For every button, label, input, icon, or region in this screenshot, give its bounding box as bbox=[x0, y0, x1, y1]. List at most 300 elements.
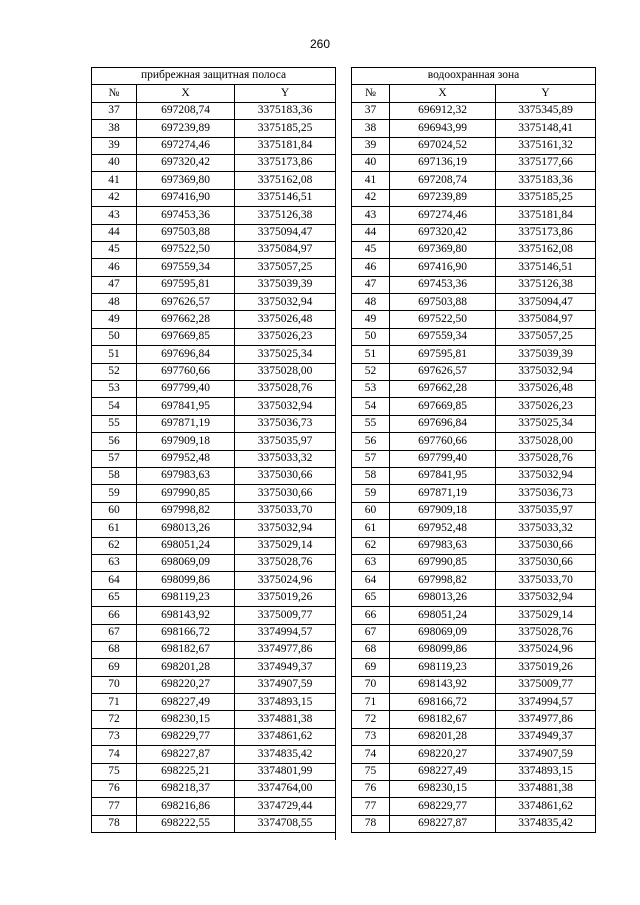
cell-number: 66 bbox=[352, 607, 390, 624]
cell-x: 697239,89 bbox=[137, 120, 235, 137]
cell-x: 697024,52 bbox=[390, 137, 496, 154]
table-row bbox=[92, 311, 336, 328]
cell-x: 697983,63 bbox=[390, 537, 496, 554]
column-header-y: Y bbox=[496, 85, 596, 102]
table-row bbox=[352, 798, 596, 815]
cell-number: 60 bbox=[92, 502, 137, 519]
table-row bbox=[352, 259, 596, 276]
cell-y: 3375030,66 bbox=[235, 485, 336, 502]
cell-number: 49 bbox=[352, 311, 390, 328]
table-row bbox=[352, 467, 596, 484]
cell-number: 72 bbox=[92, 711, 137, 728]
cell-y: 3375173,86 bbox=[496, 224, 596, 241]
cell-y: 3375345,89 bbox=[496, 102, 596, 119]
cell-number: 56 bbox=[92, 433, 137, 450]
cell-y: 3375032,94 bbox=[496, 363, 596, 380]
table-row bbox=[92, 520, 336, 537]
cell-x: 697559,34 bbox=[390, 328, 496, 345]
cell-number: 66 bbox=[92, 607, 137, 624]
table-title: прибрежная защитная полоса bbox=[92, 68, 336, 85]
table-row bbox=[92, 120, 336, 137]
cell-x: 698069,09 bbox=[390, 624, 496, 641]
cell-number: 71 bbox=[352, 694, 390, 711]
cell-y: 3374835,42 bbox=[235, 746, 336, 763]
cell-number: 60 bbox=[352, 502, 390, 519]
cell-x: 696912,32 bbox=[390, 102, 496, 119]
cell-y: 3375030,66 bbox=[496, 554, 596, 571]
cell-x: 697595,81 bbox=[137, 276, 235, 293]
table-row bbox=[352, 276, 596, 293]
cell-x: 697662,28 bbox=[137, 311, 235, 328]
table-row bbox=[352, 641, 596, 658]
cell-x: 698119,23 bbox=[137, 589, 235, 606]
cell-number: 49 bbox=[92, 311, 137, 328]
cell-x: 698182,67 bbox=[390, 711, 496, 728]
cell-number: 41 bbox=[92, 172, 137, 189]
table-row bbox=[352, 711, 596, 728]
table-row bbox=[352, 589, 596, 606]
cell-y: 3375183,36 bbox=[235, 102, 336, 119]
cell-y: 3374764,00 bbox=[235, 781, 336, 798]
cell-number: 59 bbox=[92, 485, 137, 502]
table-row bbox=[92, 241, 336, 258]
table-row bbox=[92, 363, 336, 380]
cell-x: 698229,77 bbox=[390, 798, 496, 815]
table-row bbox=[352, 694, 596, 711]
table-row bbox=[352, 311, 596, 328]
cell-number: 40 bbox=[352, 154, 390, 171]
cell-y: 3375032,94 bbox=[235, 294, 336, 311]
table-row bbox=[92, 607, 336, 624]
table-row bbox=[352, 120, 596, 137]
cell-number: 43 bbox=[92, 207, 137, 224]
cell-number: 58 bbox=[92, 467, 137, 484]
cell-x: 698013,26 bbox=[137, 520, 235, 537]
cell-number: 37 bbox=[92, 102, 137, 119]
cell-x: 698051,24 bbox=[137, 537, 235, 554]
cell-number: 71 bbox=[92, 694, 137, 711]
cell-x: 697320,42 bbox=[137, 154, 235, 171]
cell-number: 43 bbox=[352, 207, 390, 224]
cell-number: 48 bbox=[352, 294, 390, 311]
table-row bbox=[92, 154, 336, 171]
cell-x: 697871,19 bbox=[390, 485, 496, 502]
table-row bbox=[92, 781, 336, 798]
table-row bbox=[92, 467, 336, 484]
cell-x: 698220,27 bbox=[390, 746, 496, 763]
cell-x: 697909,18 bbox=[390, 502, 496, 519]
cell-y: 3375028,76 bbox=[496, 624, 596, 641]
cell-number: 76 bbox=[352, 781, 390, 798]
cell-y: 3375084,97 bbox=[235, 241, 336, 258]
cell-y: 3374994,57 bbox=[235, 624, 336, 641]
cell-x: 697983,63 bbox=[137, 467, 235, 484]
cell-y: 3375032,94 bbox=[235, 520, 336, 537]
cell-number: 74 bbox=[352, 746, 390, 763]
coastal-protective-strip-table bbox=[91, 67, 336, 833]
table-row bbox=[352, 381, 596, 398]
cell-y: 3375030,66 bbox=[496, 537, 596, 554]
cell-y: 3374949,37 bbox=[235, 659, 336, 676]
cell-y: 3374861,62 bbox=[496, 798, 596, 815]
cell-y: 3374861,62 bbox=[235, 728, 336, 745]
table-row bbox=[352, 607, 596, 624]
table-row bbox=[352, 554, 596, 571]
cell-x: 697274,46 bbox=[137, 137, 235, 154]
cell-y: 3375024,96 bbox=[496, 641, 596, 658]
table-row bbox=[92, 554, 336, 571]
table-row bbox=[92, 276, 336, 293]
cell-x: 697626,57 bbox=[137, 294, 235, 311]
cell-y: 3375039,39 bbox=[235, 276, 336, 293]
cell-y: 3375181,84 bbox=[235, 137, 336, 154]
cell-number: 68 bbox=[352, 641, 390, 658]
cell-y: 3375126,38 bbox=[496, 276, 596, 293]
table-row bbox=[92, 172, 336, 189]
cell-x: 697626,57 bbox=[390, 363, 496, 380]
cell-number: 62 bbox=[92, 537, 137, 554]
cell-y: 3375057,25 bbox=[235, 259, 336, 276]
table-row bbox=[92, 189, 336, 206]
table-row bbox=[92, 572, 336, 589]
cell-number: 58 bbox=[352, 467, 390, 484]
cell-x: 697274,46 bbox=[390, 207, 496, 224]
table-row bbox=[352, 450, 596, 467]
cell-number: 38 bbox=[352, 120, 390, 137]
cell-number: 48 bbox=[92, 294, 137, 311]
cell-number: 75 bbox=[92, 763, 137, 780]
cell-number: 68 bbox=[92, 641, 137, 658]
cell-x: 697208,74 bbox=[390, 172, 496, 189]
cell-y: 3375026,48 bbox=[496, 381, 596, 398]
cell-number: 46 bbox=[92, 259, 137, 276]
cell-x: 698227,87 bbox=[137, 746, 235, 763]
cell-y: 3375029,14 bbox=[496, 607, 596, 624]
page-number: 260 bbox=[309, 37, 331, 51]
cell-x: 697799,40 bbox=[137, 381, 235, 398]
table-row bbox=[92, 381, 336, 398]
cell-x: 697522,50 bbox=[390, 311, 496, 328]
cell-number: 78 bbox=[352, 815, 390, 832]
cell-y: 3375036,73 bbox=[235, 415, 336, 432]
cell-number: 59 bbox=[352, 485, 390, 502]
cell-number: 75 bbox=[352, 763, 390, 780]
cell-x: 698166,72 bbox=[137, 624, 235, 641]
cell-y: 3375028,00 bbox=[496, 433, 596, 450]
cell-y: 3375146,51 bbox=[496, 259, 596, 276]
cell-number: 55 bbox=[352, 415, 390, 432]
cell-y: 3375026,48 bbox=[235, 311, 336, 328]
cell-y: 3375028,76 bbox=[235, 554, 336, 571]
cell-number: 70 bbox=[92, 676, 137, 693]
cell-number: 50 bbox=[92, 328, 137, 345]
cell-number: 54 bbox=[92, 398, 137, 415]
cell-number: 53 bbox=[92, 381, 137, 398]
table-row bbox=[92, 328, 336, 345]
cell-y: 3375148,41 bbox=[496, 120, 596, 137]
cell-y: 3375161,32 bbox=[496, 137, 596, 154]
cell-x: 697369,80 bbox=[137, 172, 235, 189]
cell-y: 3374977,86 bbox=[235, 641, 336, 658]
cell-x: 697696,84 bbox=[390, 415, 496, 432]
cell-y: 3375030,66 bbox=[235, 467, 336, 484]
table-row bbox=[92, 346, 336, 363]
table-row bbox=[92, 798, 336, 815]
water-protection-zone-table bbox=[351, 67, 596, 833]
cell-y: 3375033,32 bbox=[496, 520, 596, 537]
table-row bbox=[92, 659, 336, 676]
cell-number: 38 bbox=[92, 120, 137, 137]
cell-y: 3375183,36 bbox=[496, 172, 596, 189]
table-row bbox=[352, 189, 596, 206]
cell-number: 41 bbox=[352, 172, 390, 189]
cell-number: 74 bbox=[92, 746, 137, 763]
table-row bbox=[352, 172, 596, 189]
cell-x: 697369,80 bbox=[390, 241, 496, 258]
cell-x: 698069,09 bbox=[137, 554, 235, 571]
cell-x: 697239,89 bbox=[390, 189, 496, 206]
cell-y: 3375032,94 bbox=[496, 589, 596, 606]
cell-y: 3375035,97 bbox=[235, 433, 336, 450]
cell-number: 40 bbox=[92, 154, 137, 171]
table-row bbox=[92, 676, 336, 693]
cell-x: 698099,86 bbox=[390, 641, 496, 658]
cell-x: 698201,28 bbox=[390, 728, 496, 745]
cell-x: 698222,55 bbox=[137, 815, 235, 832]
cell-number: 67 bbox=[92, 624, 137, 641]
cell-y: 3375033,70 bbox=[235, 502, 336, 519]
cell-y: 3374729,44 bbox=[235, 798, 336, 815]
cell-y: 3375029,14 bbox=[235, 537, 336, 554]
cell-x: 696943,99 bbox=[390, 120, 496, 137]
cell-y: 3375028,76 bbox=[235, 381, 336, 398]
cell-x: 698225,21 bbox=[137, 763, 235, 780]
cell-x: 697841,95 bbox=[390, 467, 496, 484]
cell-number: 77 bbox=[92, 798, 137, 815]
table-row bbox=[352, 781, 596, 798]
cell-number: 47 bbox=[352, 276, 390, 293]
cell-number: 39 bbox=[92, 137, 137, 154]
cell-x: 698227,87 bbox=[390, 815, 496, 832]
table-row bbox=[352, 572, 596, 589]
table-row bbox=[92, 450, 336, 467]
cell-x: 698182,67 bbox=[137, 641, 235, 658]
cell-number: 64 bbox=[352, 572, 390, 589]
cell-number: 67 bbox=[352, 624, 390, 641]
cell-y: 3375185,25 bbox=[496, 189, 596, 206]
table-row bbox=[352, 502, 596, 519]
cell-y: 3375025,34 bbox=[496, 415, 596, 432]
cell-x: 698119,23 bbox=[390, 659, 496, 676]
cell-x: 697841,95 bbox=[137, 398, 235, 415]
table-row bbox=[352, 537, 596, 554]
cell-y: 3375094,47 bbox=[235, 224, 336, 241]
cell-number: 45 bbox=[92, 241, 137, 258]
cell-y: 3375173,86 bbox=[235, 154, 336, 171]
cell-x: 697799,40 bbox=[390, 450, 496, 467]
cell-x: 698143,92 bbox=[390, 676, 496, 693]
cell-y: 3375019,26 bbox=[235, 589, 336, 606]
table-row bbox=[352, 763, 596, 780]
table-row bbox=[352, 676, 596, 693]
cell-y: 3374835,42 bbox=[496, 815, 596, 832]
cell-number: 47 bbox=[92, 276, 137, 293]
table-row bbox=[352, 746, 596, 763]
table-row bbox=[352, 433, 596, 450]
cell-x: 697871,19 bbox=[137, 415, 235, 432]
cell-x: 697669,85 bbox=[390, 398, 496, 415]
table-row bbox=[92, 537, 336, 554]
cell-y: 3375185,25 bbox=[235, 120, 336, 137]
column-header-number: № bbox=[92, 85, 137, 102]
cell-y: 3374994,57 bbox=[496, 694, 596, 711]
column-header-x: X bbox=[137, 85, 235, 102]
cell-y: 3375094,47 bbox=[496, 294, 596, 311]
cell-x: 697136,19 bbox=[390, 154, 496, 171]
cell-number: 56 bbox=[352, 433, 390, 450]
cell-x: 698230,15 bbox=[390, 781, 496, 798]
cell-y: 3375026,23 bbox=[496, 398, 596, 415]
cell-y: 3375036,73 bbox=[496, 485, 596, 502]
cell-y: 3375084,97 bbox=[496, 311, 596, 328]
cell-y: 3374881,38 bbox=[235, 711, 336, 728]
cell-number: 44 bbox=[352, 224, 390, 241]
cell-number: 61 bbox=[352, 520, 390, 537]
cell-x: 697453,36 bbox=[390, 276, 496, 293]
table-row bbox=[352, 137, 596, 154]
cell-number: 69 bbox=[92, 659, 137, 676]
cell-x: 698201,28 bbox=[137, 659, 235, 676]
cell-y: 3375126,38 bbox=[235, 207, 336, 224]
cell-x: 697952,48 bbox=[137, 450, 235, 467]
cell-number: 63 bbox=[92, 554, 137, 571]
cell-number: 45 bbox=[352, 241, 390, 258]
table-row bbox=[352, 346, 596, 363]
table-row bbox=[92, 102, 336, 119]
table-row bbox=[92, 815, 336, 832]
cell-x: 697760,66 bbox=[137, 363, 235, 380]
cell-number: 52 bbox=[352, 363, 390, 380]
cell-x: 697503,88 bbox=[137, 224, 235, 241]
cell-x: 697320,42 bbox=[390, 224, 496, 241]
table-row bbox=[352, 485, 596, 502]
cell-x: 697990,85 bbox=[390, 554, 496, 571]
cell-x: 698220,27 bbox=[137, 676, 235, 693]
cell-number: 64 bbox=[92, 572, 137, 589]
table-row bbox=[92, 137, 336, 154]
cell-y: 3375028,76 bbox=[496, 450, 596, 467]
cell-x: 697760,66 bbox=[390, 433, 496, 450]
cell-x: 698216,86 bbox=[137, 798, 235, 815]
cell-y: 3375146,51 bbox=[235, 189, 336, 206]
table-row bbox=[352, 520, 596, 537]
table-row bbox=[92, 398, 336, 415]
cell-y: 3374801,99 bbox=[235, 763, 336, 780]
cell-y: 3375024,96 bbox=[235, 572, 336, 589]
cell-x: 697952,48 bbox=[390, 520, 496, 537]
cell-y: 3374949,37 bbox=[496, 728, 596, 745]
table-row bbox=[92, 641, 336, 658]
cell-number: 42 bbox=[352, 189, 390, 206]
table-row bbox=[352, 363, 596, 380]
cell-number: 73 bbox=[92, 728, 137, 745]
cell-x: 697669,85 bbox=[137, 328, 235, 345]
cell-y: 3375026,23 bbox=[235, 328, 336, 345]
table-row bbox=[352, 102, 596, 119]
table-row bbox=[352, 728, 596, 745]
cell-y: 3374893,15 bbox=[496, 763, 596, 780]
table-row bbox=[92, 224, 336, 241]
cell-x: 697503,88 bbox=[390, 294, 496, 311]
cell-number: 72 bbox=[352, 711, 390, 728]
table-row bbox=[92, 624, 336, 641]
cell-number: 54 bbox=[352, 398, 390, 415]
cell-y: 3374977,86 bbox=[496, 711, 596, 728]
table-row bbox=[92, 694, 336, 711]
table-row bbox=[92, 259, 336, 276]
column-header-x: X bbox=[390, 85, 496, 102]
cell-number: 77 bbox=[352, 798, 390, 815]
cell-x: 697696,84 bbox=[137, 346, 235, 363]
table-row bbox=[92, 763, 336, 780]
cell-y: 3375025,34 bbox=[235, 346, 336, 363]
cell-x: 698227,49 bbox=[137, 694, 235, 711]
cell-x: 697595,81 bbox=[390, 346, 496, 363]
table-row bbox=[352, 659, 596, 676]
table-row bbox=[352, 624, 596, 641]
cell-y: 3375039,39 bbox=[496, 346, 596, 363]
cell-number: 70 bbox=[352, 676, 390, 693]
table-row bbox=[352, 154, 596, 171]
cell-y: 3375181,84 bbox=[496, 207, 596, 224]
cell-y: 3375033,70 bbox=[496, 572, 596, 589]
cell-number: 57 bbox=[352, 450, 390, 467]
cell-y: 3375177,66 bbox=[496, 154, 596, 171]
cell-number: 51 bbox=[352, 346, 390, 363]
table-row bbox=[92, 207, 336, 224]
cell-number: 63 bbox=[352, 554, 390, 571]
cell-number: 65 bbox=[92, 589, 137, 606]
cell-x: 697559,34 bbox=[137, 259, 235, 276]
cell-number: 52 bbox=[92, 363, 137, 380]
table-row bbox=[92, 746, 336, 763]
cell-number: 46 bbox=[352, 259, 390, 276]
cell-number: 62 bbox=[352, 537, 390, 554]
cell-y: 3374881,38 bbox=[496, 781, 596, 798]
cell-number: 42 bbox=[92, 189, 137, 206]
cell-number: 78 bbox=[92, 815, 137, 832]
cell-y: 3375035,97 bbox=[496, 502, 596, 519]
cell-y: 3375028,00 bbox=[235, 363, 336, 380]
cell-x: 697208,74 bbox=[137, 102, 235, 119]
cell-x: 698051,24 bbox=[390, 607, 496, 624]
cell-number: 76 bbox=[92, 781, 137, 798]
cell-y: 3375032,94 bbox=[496, 467, 596, 484]
table-row bbox=[92, 415, 336, 432]
cell-y: 3375032,94 bbox=[235, 398, 336, 415]
column-header-number: № bbox=[352, 85, 390, 102]
cell-x: 697662,28 bbox=[390, 381, 496, 398]
table-row bbox=[92, 728, 336, 745]
cell-number: 37 bbox=[352, 102, 390, 119]
cell-number: 50 bbox=[352, 328, 390, 345]
cell-x: 697990,85 bbox=[137, 485, 235, 502]
cell-number: 69 bbox=[352, 659, 390, 676]
cell-number: 55 bbox=[92, 415, 137, 432]
cell-y: 3375162,08 bbox=[496, 241, 596, 258]
cell-y: 3375162,08 bbox=[235, 172, 336, 189]
cell-y: 3375033,32 bbox=[235, 450, 336, 467]
